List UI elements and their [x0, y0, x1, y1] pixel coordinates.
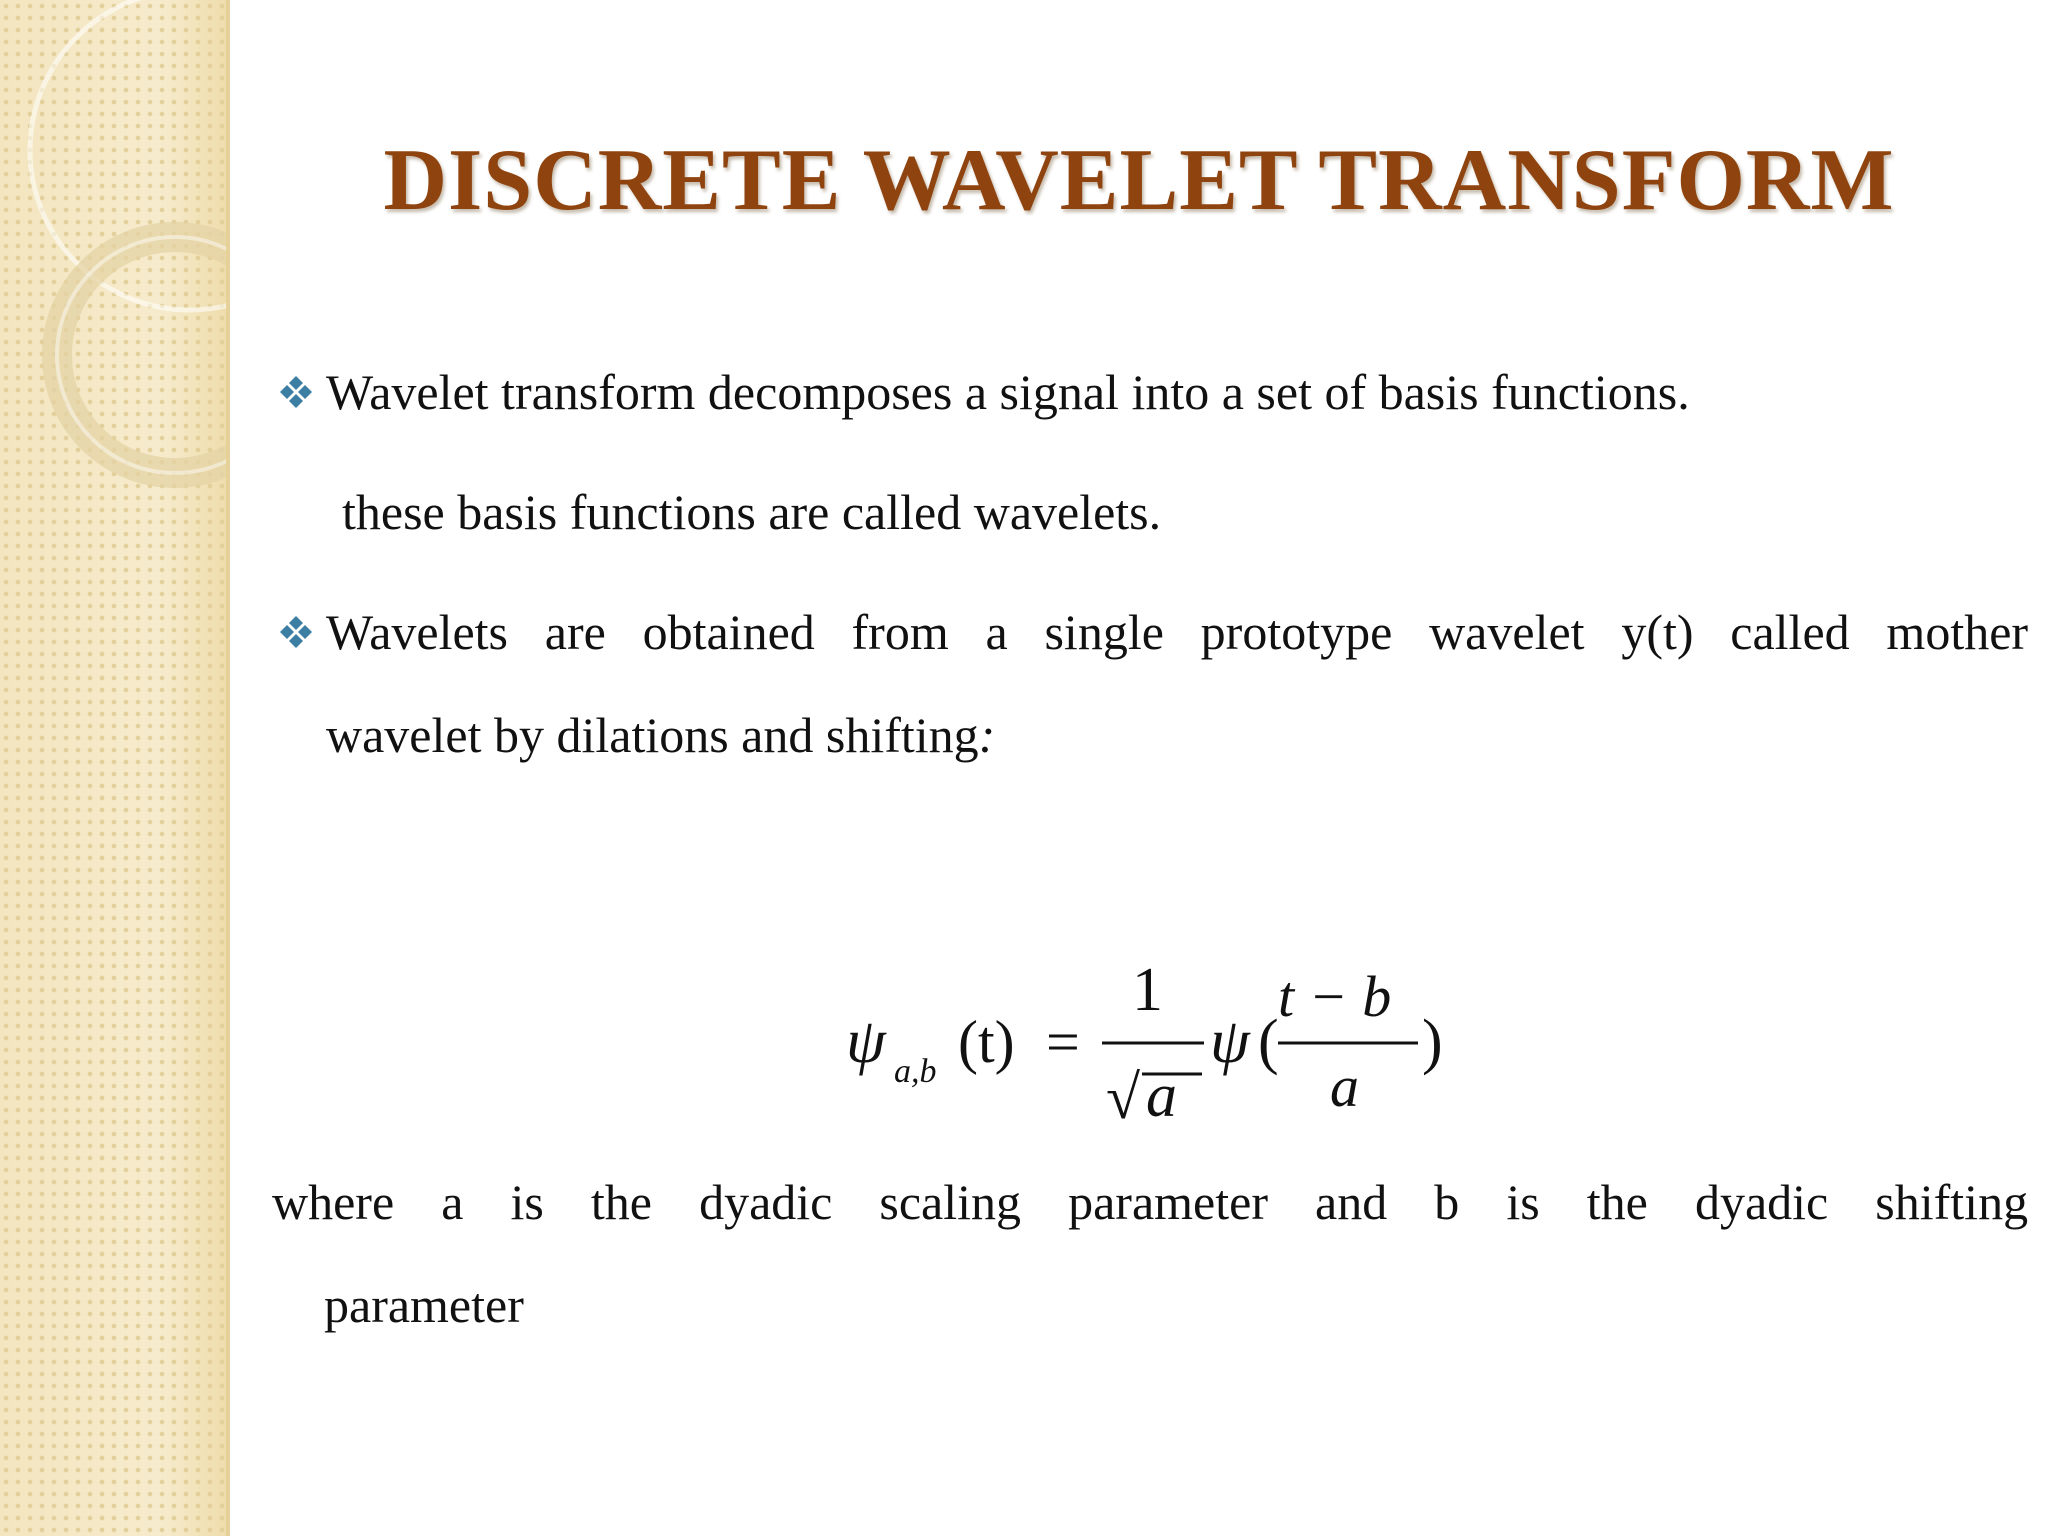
word: prototype — [1200, 604, 1393, 660]
word: the — [1586, 1174, 1648, 1230]
word: obtained — [642, 604, 815, 660]
word: and — [1315, 1174, 1388, 1230]
formula-inner-denominator: a — [1330, 1054, 1359, 1119]
word: wavelet — [1429, 604, 1585, 660]
bullet-2-text — [326, 602, 2028, 662]
word: called — [1730, 604, 1850, 660]
word: are — [544, 604, 606, 660]
formula-numerator: 1 — [1132, 956, 1163, 1024]
word: scaling — [879, 1174, 1022, 1230]
word: dyadic — [699, 1174, 833, 1230]
wavelet-formula — [830, 940, 1470, 1140]
word: Wavelets — [326, 604, 509, 660]
formula-inner-numerator: t − b — [1278, 964, 1392, 1029]
word: a — [985, 604, 1008, 660]
word: b — [1434, 1174, 1460, 1230]
four-diamond-bullet-icon — [276, 372, 316, 412]
four-diamond-bullet-icon — [276, 612, 316, 652]
word: the — [590, 1174, 652, 1230]
formula-psi: ψ — [846, 1005, 886, 1076]
decorative-rings-icon — [0, 0, 230, 1536]
word: is — [1506, 1174, 1540, 1230]
word: parameter — [1068, 1174, 1268, 1230]
bullet-2-continuation — [326, 705, 995, 765]
word: mother — [1886, 604, 2029, 660]
word: single — [1044, 604, 1164, 660]
footnote-continuation: parameter — [324, 1277, 524, 1333]
word: where — [272, 1174, 395, 1230]
word: is — [510, 1174, 544, 1230]
word: shifting — [1875, 1174, 2029, 1230]
slide-title: DISCRETE WAVELET TRANSFORM — [383, 132, 1895, 229]
formula-psi-2: ψ — [1210, 1005, 1250, 1076]
formula-sqrt: √ — [1106, 1064, 1141, 1132]
bullet-2-colon: : — [978, 707, 996, 763]
footnote-text — [272, 1172, 2028, 1232]
decorative-sidebar — [0, 0, 230, 1536]
formula-arg: (t) — [958, 1009, 1015, 1075]
bullet-1-text: Wavelet transform decomposes a signal into a set of basis functions. — [326, 364, 1690, 420]
word: a — [441, 1174, 464, 1230]
formula-denominator: a — [1146, 1062, 1177, 1130]
formula-close-paren: ) — [1422, 1008, 1443, 1076]
word: from — [851, 604, 949, 660]
formula-subscript: a,b — [894, 1053, 937, 1090]
word: y(t) — [1621, 604, 1694, 660]
word: dyadic — [1694, 1174, 1829, 1230]
bullet-2-continuation-text: wavelet by dilations and shifting — [326, 707, 979, 763]
formula-open-paren: ( — [1258, 1008, 1279, 1076]
formula-equals: = — [1046, 1009, 1080, 1075]
bullet-1-continuation: these basis functions are called wavelets. — [342, 484, 1162, 540]
